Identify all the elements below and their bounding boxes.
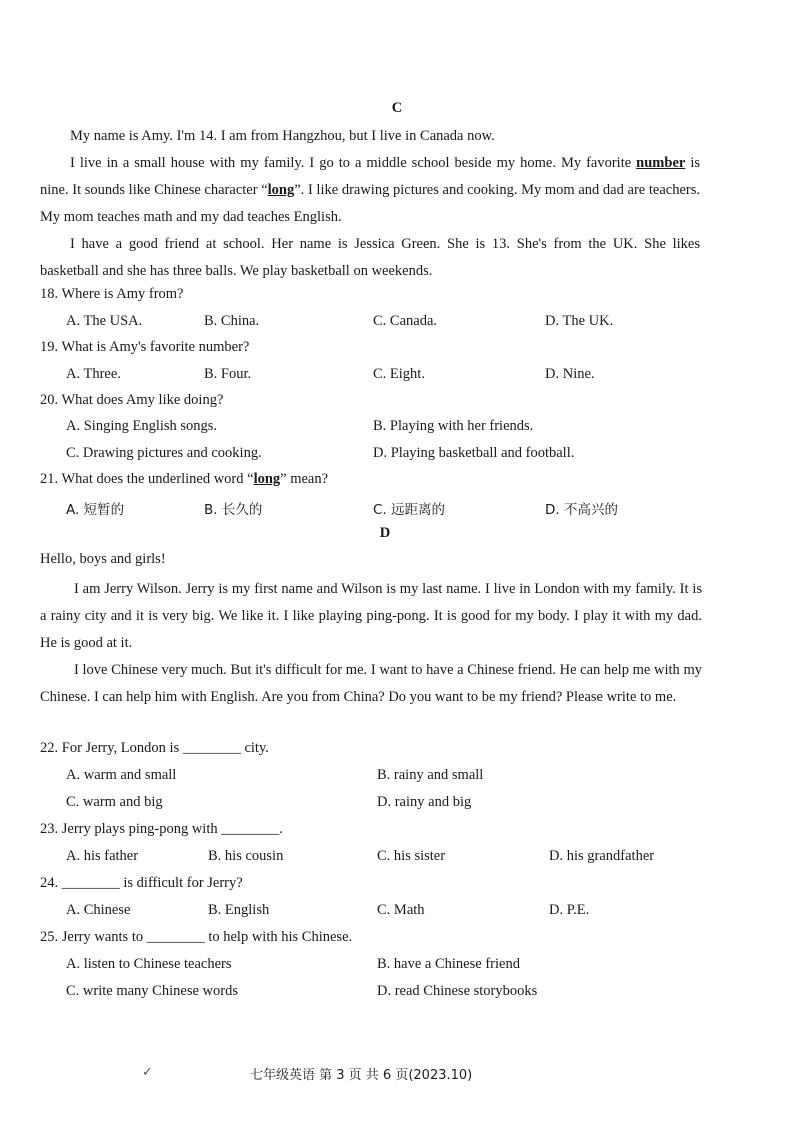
p2-text-c: is nine. It sounds like Chinese character “ xyxy=(40,155,700,198)
q25-option-d: D. read Chinese storybooks xyxy=(377,983,538,999)
q18-option-a: A. The USA. xyxy=(66,313,143,329)
underlined-word-long: long xyxy=(267,182,295,198)
question-18: 18. Where is Amy from? xyxy=(40,286,184,302)
q23-option-d: D. his grandfather xyxy=(549,848,655,864)
section-d-label: D xyxy=(379,525,391,541)
q20-option-d: D. Playing basketball and football. xyxy=(373,445,575,461)
q20-option-b: B. Playing with her friends. xyxy=(373,418,534,434)
q18-option-d: D. The UK. xyxy=(545,313,614,329)
q22-option-d: D. rainy and big xyxy=(377,794,472,810)
question-25: 25. Jerry wants to ________ to help with his Chinese. xyxy=(40,929,353,945)
q23-option-b: B. his cousin xyxy=(208,848,284,864)
q19-option-b: B. Four. xyxy=(204,366,252,382)
passage-c-paragraph-1: My name is Amy. I'm 14. I am from Hangzhou, but I live in Canada now. xyxy=(70,128,495,144)
q24-option-b: B. English xyxy=(208,902,270,918)
p2-text-a: I live in a small house with my family. I go to a middle school beside my home. My favorite xyxy=(70,155,637,171)
q20-option-c: C. Drawing pictures and cooking. xyxy=(66,445,262,461)
q25-option-b: B. have a Chinese friend xyxy=(377,956,520,972)
q22-option-a: A. warm and small xyxy=(66,767,177,783)
section-c-label: C xyxy=(391,100,403,116)
q25-option-a: A. listen to Chinese teachers xyxy=(66,956,232,972)
q24-option-d: D. P.E. xyxy=(549,902,590,918)
passage-d-paragraph-2: I love Chinese very much. But it's difficult for me. I want to have a Chinese friend. He can help me with my Chinese. I can help him with English. Are you from China? Do you want to be my friend? Please write to me. xyxy=(40,662,702,705)
question-24: 24. ________ is difficult for Jerry? xyxy=(40,875,243,891)
passage-c-paragraph-2 xyxy=(40,150,700,231)
q18-option-b: B. China. xyxy=(204,313,260,329)
q20-option-a: A. Singing English songs. xyxy=(66,418,218,434)
passage-c-paragraph-3: I have a good friend at school. Her name is Jessica Green. She is 13. She's from the UK. She likes basketball and she has three balls. We play basketball on weekends. xyxy=(40,236,700,279)
q24-option-a: A. Chinese xyxy=(66,902,131,918)
q21-option-d: D. 不高兴的 xyxy=(545,502,618,518)
footer-mark: ✓ xyxy=(142,1064,153,1079)
passage-d-paragraph-1: I am Jerry Wilson. Jerry is my first name and Wilson is my last name. I live in London with my family. It is a rainy city and it is very big. We like it. I like playing ping-pong. It is good for my body. I play it with my dad. He is good at it. xyxy=(40,581,702,651)
q21-stem-a: 21. What does the underlined word “ xyxy=(40,471,254,487)
question-23: 23. Jerry plays ping-pong with ________. xyxy=(40,821,283,837)
passage-d-greeting: Hello, boys and girls! xyxy=(40,551,166,567)
q19-option-c: C. Eight. xyxy=(373,366,425,382)
q22-option-b: B. rainy and small xyxy=(377,767,484,783)
question-19: 19. What is Amy's favorite number? xyxy=(40,339,250,355)
q22-option-c: C. warm and big xyxy=(66,794,163,810)
q21-option-b: B. 长久的 xyxy=(204,502,263,518)
q19-option-d: D. Nine. xyxy=(545,366,595,382)
q23-option-a: A. his father xyxy=(66,848,139,864)
q23-option-c: C. his sister xyxy=(377,848,446,864)
q19-option-a: A. Three. xyxy=(66,366,121,382)
question-22: 22. For Jerry, London is ________ city. xyxy=(40,740,269,756)
q21-option-a: A. 短暂的 xyxy=(66,502,125,518)
q21-option-c: C. 远距离的 xyxy=(373,502,446,518)
q21-underlined-word: long xyxy=(253,471,281,487)
page-footer: 七年级英语 第 3 页 共 6 页(2023.10) xyxy=(250,1068,473,1083)
q24-option-c: C. Math xyxy=(377,902,425,918)
question-20: 20. What does Amy like doing? xyxy=(40,392,224,408)
question-21 xyxy=(40,471,328,488)
underlined-number: number xyxy=(636,155,686,171)
q18-option-c: C. Canada. xyxy=(373,313,438,329)
p2-text-e: ”. I like drawing pictures and cooking. My mom and dad are teachers. My mom teaches math and my dad teaches English. xyxy=(40,182,700,225)
q21-stem-b: ” mean? xyxy=(280,471,329,487)
q25-option-c: C. write many Chinese words xyxy=(66,983,238,999)
